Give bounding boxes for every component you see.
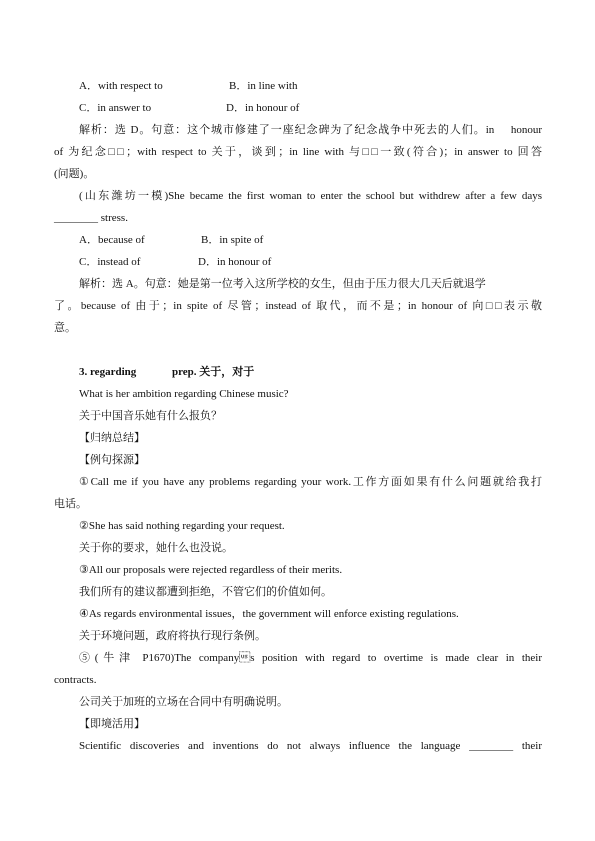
sec3-sentence-3-zh: 我们所有的建议都遭到拒绝，不管它们的价值如何。 — [79, 586, 332, 598]
q2-option-a: A．because of — [79, 234, 145, 246]
sec3-sentence-2-en: ②She has said nothing regarding your request. — [79, 520, 285, 532]
q1-option-d: D．in honour of — [226, 102, 300, 114]
q1-analysis-line-1: 解析：选 D。句意：这个城市修建了一座纪念碑为了纪念战争中死去的人们。in honour — [79, 124, 542, 136]
sec3-summary-label: 【归纳总结】 — [79, 432, 145, 444]
sec3-sentence-2-zh: 关于你的要求，她什么也没说。 — [79, 542, 233, 554]
sec3-practice-line-1: Scientific discoveries and inventions do not always influence the language ________ their — [79, 740, 542, 752]
q2-option-c: C．instead of — [79, 256, 141, 268]
sec3-sentence-1-line-2: 电话。 — [54, 498, 87, 510]
q1-option-b: B．in line with — [229, 80, 298, 92]
sec3-sentence-3-en: ③All our proposals were rejected regardless of their merits. — [79, 564, 343, 576]
sec3-sentence-1-line-1: ①Call me if you have any problems regarding your work.工作方面如果有什么问题就给我打 — [79, 476, 542, 488]
q1-option-c: C．in answer to — [79, 102, 152, 114]
q1-analysis-line-3: (问题)。 — [54, 168, 95, 180]
sec3-sentence-5-line-1: ⑤(牛津 P1670)The company s position with regard to overtime is made clear in their — [79, 652, 542, 664]
sec3-sentence-5-line-2: contracts. — [54, 674, 97, 686]
q1-option-a: A．with respect to — [79, 80, 163, 92]
sec3-example-zh: 关于中国音乐她有什么报负？ — [79, 410, 222, 422]
q2-option-b: B．in spite of — [201, 234, 264, 246]
sec3-practice-label: 【即境活用】 — [79, 718, 145, 730]
q2-analysis-line-2: 了。because of 由于；in spite of 尽管；instead of 取代，而不是；in honour of 向□□表示敬 — [54, 300, 542, 312]
sec3-source-label: 【例句探源】 — [79, 454, 145, 466]
sec3-sentence-4-zh: 关于环境问题，政府将执行现行条例。 — [79, 630, 266, 642]
sec3-head-word: 3. regarding — [79, 366, 137, 378]
q2-stem-line-1: (山东潍坊一模)She became the first woman to enter the school but withdrew after a few days — [79, 190, 542, 202]
sec3-head-pos: prep. 关于，对于 — [172, 366, 255, 378]
q2-stem-line-2: ________ stress. — [54, 212, 128, 224]
q2-option-d: D．in honour of — [198, 256, 272, 268]
sec3-example-en: What is her ambition regarding Chinese music? — [79, 388, 289, 400]
sec3-sentence-5-zh: 公司关于加班的立场在合同中有明确说明。 — [79, 696, 288, 708]
q2-analysis-line-1: 解析：选 A。句意：她是第一位考入这所学校的女生，但由于压力很大几天后就退学 — [79, 278, 486, 290]
q1-analysis-line-2: of 为纪念□□；with respect to 关于，谈到；in line with 与□□一致(符合)；in answer to 回答 — [54, 146, 542, 158]
sec3-sentence-4-en: ④As regards environmental issues，the government will enforce existing regulations. — [79, 608, 459, 620]
q2-analysis-line-3: 意。 — [54, 322, 76, 334]
